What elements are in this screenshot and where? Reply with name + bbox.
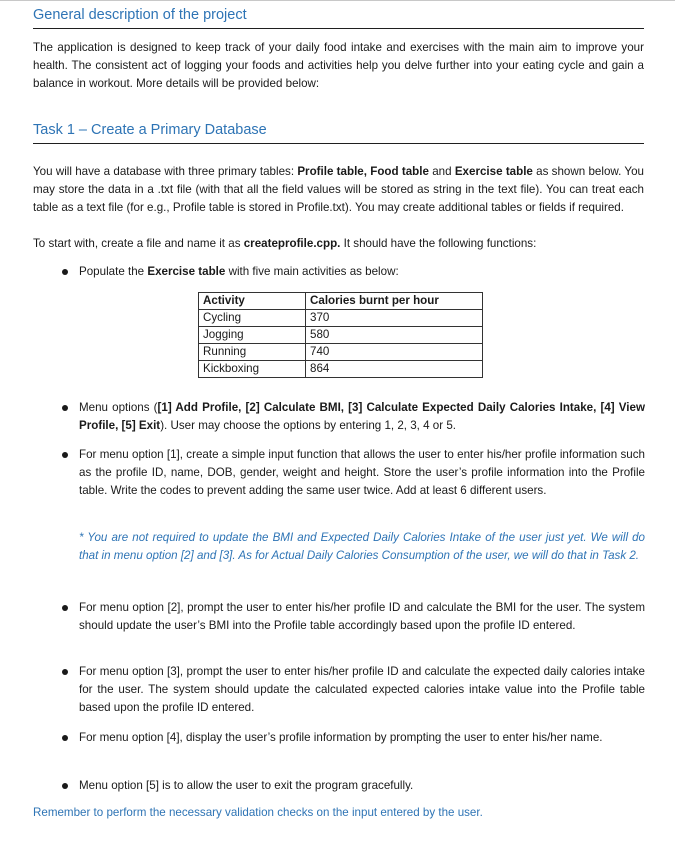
calories-cell: 864 xyxy=(306,361,483,378)
table-row xyxy=(199,327,483,344)
column-header-activity: Activity xyxy=(199,293,306,310)
note-text: * You are not required to update the BMI and Expected Daily Calories Intake of the user just yet. We will do that in menu option [2] and [3]. As for Actual Daily Calories Consumption of the user, we will do that in Task 2. xyxy=(79,531,645,562)
bullet-menu-option-4: For menu option [4], display the user’s profile information by prompting the user to enter his/her name. xyxy=(79,731,603,744)
profile-food-table-text: Profile table, Food table xyxy=(297,165,429,178)
bullet-dot xyxy=(62,669,68,675)
bullet-populate-exercise: Populate the Exercise table with five main activities as below: xyxy=(79,265,399,278)
section-heading-task1: Task 1 – Create a Primary Database xyxy=(33,121,644,144)
exercise-table xyxy=(198,292,483,378)
exercise-table-text: Exercise table xyxy=(454,165,533,178)
bullet-dot xyxy=(62,452,68,458)
activity-cell: Kickboxing xyxy=(199,361,306,378)
calories-cell: 580 xyxy=(306,327,483,344)
bullet-dot xyxy=(62,269,68,275)
validation-reminder: Remember to perform the necessary validation checks on the input entered by the user. xyxy=(33,806,483,819)
bullet-menu-option-5: Menu option [5] is to allow the user to exit the program gracefully. xyxy=(79,779,414,792)
table-row xyxy=(199,310,483,327)
bullet-dot xyxy=(62,735,68,741)
top-border xyxy=(0,0,675,1)
table-row xyxy=(199,344,483,361)
bullet-dot xyxy=(62,405,68,411)
calories-cell: 740 xyxy=(306,344,483,361)
calories-cell: 370 xyxy=(306,310,483,327)
bullet-dot xyxy=(62,605,68,611)
activity-cell: Cycling xyxy=(199,310,306,327)
bullet-menu-options: Menu options ([1] Add Profile, [2] Calculate BMI, [3] Calculate Expected Daily Calories Intake, [4] View Profile, [5] Exit). User may choose the options by entering 1, 2, 3, 4 or 5. xyxy=(79,401,645,432)
bullet-dot xyxy=(62,783,68,789)
bullet-menu-option-1: For menu option [1], create a simple input function that allows the user to enter his/her profile information such as the profile ID, name, DOB, gender, weight and height. Store the user’s profile information into the Profile table. Write the codes to prevent adding the same user twice. Add at least 6 different users. xyxy=(79,448,645,497)
column-header-calories: Calories burnt per hour xyxy=(306,293,483,310)
task1-start-paragraph: To start with, create a file and name it as createprofile.cpp. It should have the following functions: xyxy=(33,237,537,250)
task1-intro-paragraph: You will have a database with three primary tables: Profile table, Food table and Exercise table as shown below. You may store the data in a .txt file (with that all the field values will be stored as string in the text file). You can treat each table as a text file (for e.g., Profile table is stored in Profile.txt). You may create additional tables or fields if required. xyxy=(33,165,644,214)
filename-text: createprofile.cpp. xyxy=(243,237,341,250)
table-header-row xyxy=(199,293,483,310)
activity-cell: Running xyxy=(199,344,306,361)
section-heading-general: General description of the project xyxy=(33,6,644,29)
bullet-menu-option-3: For menu option [3], prompt the user to enter his/her profile ID and calculate the expected daily calories intake for the user. The system should update the calculated expected calories intake value into the Profile table based upon the profile ID entered. xyxy=(79,665,645,714)
bullet-menu-option-2: For menu option [2], prompt the user to enter his/her profile ID and calculate the BMI for the user. The system should update the user’s BMI into the Profile table accordingly based upon the profile ID entered. xyxy=(79,601,645,632)
general-description-paragraph: The application is designed to keep track of your daily food intake and exercises with the main aim to improve your health. The consistent act of logging your foods and activities help you delve further into your eating cycle and gain a balance in workout. More details will be provided below: xyxy=(33,41,644,90)
table-row xyxy=(199,361,483,378)
activity-cell: Jogging xyxy=(199,327,306,344)
